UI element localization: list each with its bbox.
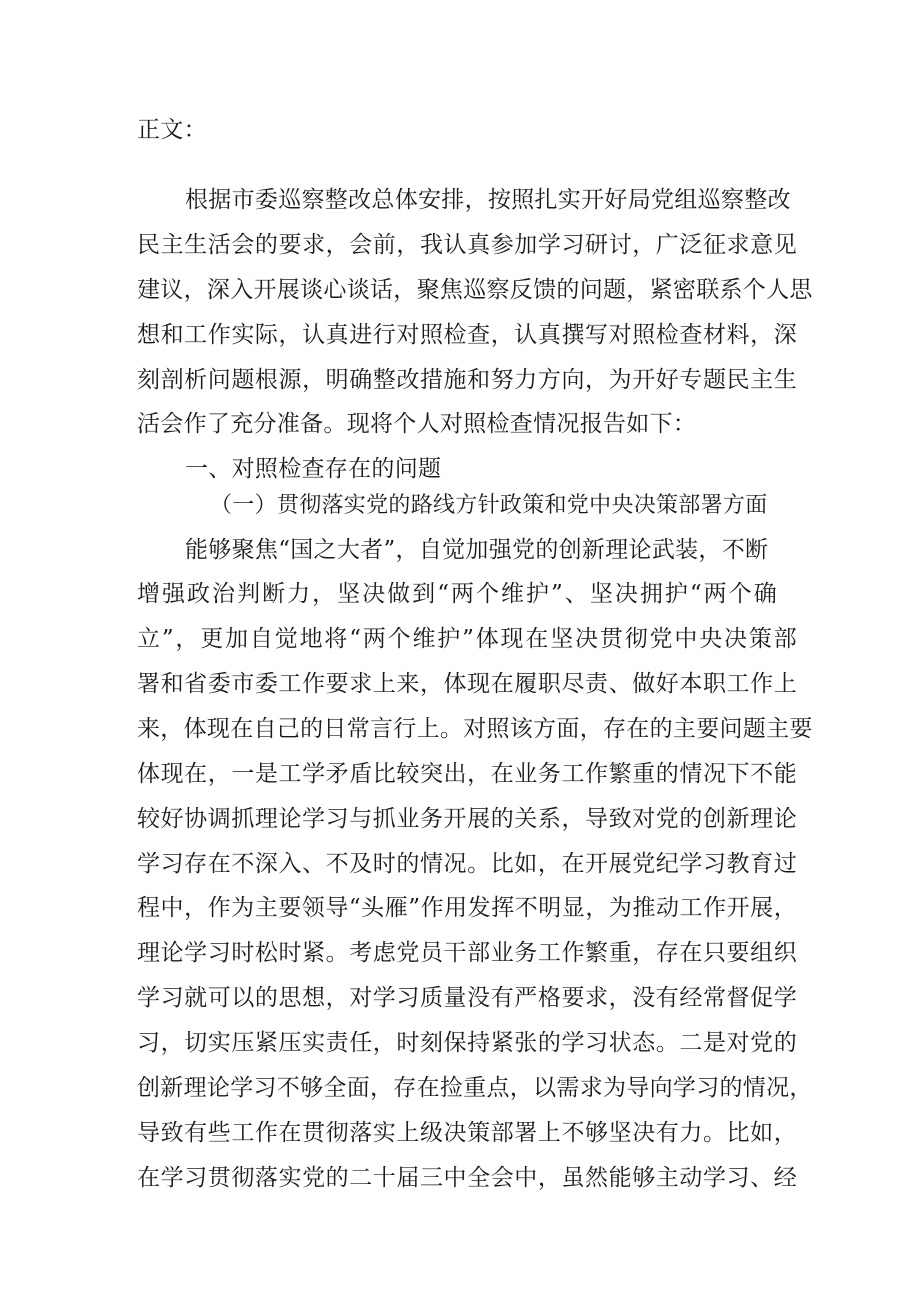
paragraph-line: 体现在，一是工学矛盾比较突出，在业务工作繁重的情况下不能 xyxy=(137,761,797,787)
paragraph-line: 根据市委巡察整改总体安排，按照扎实开好局党组巡察整改 xyxy=(185,187,791,213)
section-heading: 一、对照检查存在的问题 xyxy=(185,456,442,482)
paragraph-line: 活会作了充分准备。现将个人对照检查情况报告如下： xyxy=(137,411,697,437)
paragraph-line: 较好协调抓理论学习与抓业务开展的关系，导致对党的创新理论 xyxy=(137,806,797,832)
paragraph-line: 刻剖析问题根源，明确整改措施和努力方向，为开好专题民主生 xyxy=(137,367,797,393)
paragraph-line: 想和工作实际，认真进行对照检查，认真撰写对照检查材料，深 xyxy=(137,322,797,348)
paragraph-line: 学习就可以的思想，对学习质量没有严格要求，没有经常督促学 xyxy=(137,985,797,1011)
paragraph-line: 理论学习时松时紧。考虑党员干部业务工作繁重，存在只要组织 xyxy=(137,940,797,966)
paragraph-line: 建议，深入开展谈心谈话，聚焦巡察反馈的问题，紧密联系个人思 xyxy=(137,277,813,303)
paragraph-line: 民主生活会的要求，会前，我认真参加学习研讨，广泛征求意见 xyxy=(137,232,797,258)
paragraph-line: 能够聚焦“国之大者”，自觉加强党的创新理论武装，不断 xyxy=(185,537,769,563)
paragraph-line: 在学习贯彻落实党的二十届三中全会中，虽然能够主动学习、经 xyxy=(137,1165,797,1191)
paragraph-line: 创新理论学习不够全面，存在捡重点，以需求为导向学习的情况， xyxy=(137,1075,813,1101)
paragraph-line: 来，体现在自己的日常言行上。对照该方面，存在的主要问题主要 xyxy=(137,716,813,742)
paragraph-line: 导致有些工作在贯彻落实上级决策部署上不够坚决有力。比如， xyxy=(137,1120,797,1146)
paragraph-line: 增强政治判断力，坚决做到“两个维护”、坚决拥护“两个确 xyxy=(137,581,777,607)
subsection-heading: （一）贯彻落实党的路线方针政策和党中央决策部署方面 xyxy=(210,493,768,518)
paragraph-line: 习，切实压紧压实责任，时刻保持紧张的学习状态。二是对党的 xyxy=(137,1030,797,1056)
paragraph-line: 署和省委市委工作要求上来，体现在履职尽责、做好本职工作上 xyxy=(137,671,797,697)
document-label: 正文： xyxy=(137,117,207,143)
paragraph-line: 学习存在不深入、不及时的情况。比如，在开展党纪学习教育过 xyxy=(137,851,797,877)
paragraph-line: 立”，更加自觉地将“两个维护”体现在坚决贯彻党中央决策部 xyxy=(137,626,797,652)
paragraph-line: 程中，作为主要领导“头雁”作用发挥不明显，为推动工作开展， xyxy=(137,895,797,921)
